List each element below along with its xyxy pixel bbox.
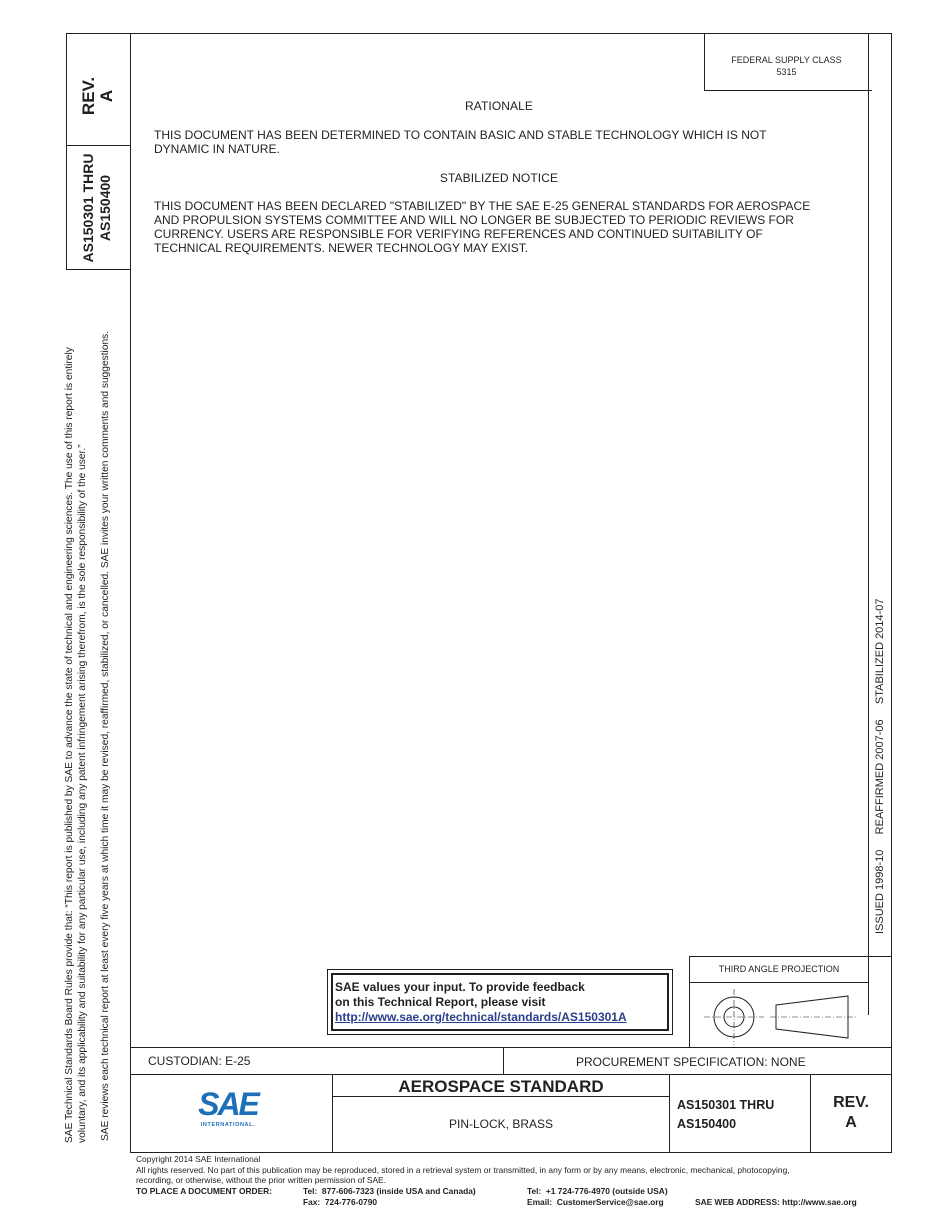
custodian: CUSTODIAN: E-25 — [148, 1054, 251, 1068]
history-stamp — [872, 598, 888, 934]
footer-email: Email: CustomerService@sae.org — [527, 1197, 664, 1207]
frame-top-left — [66, 33, 132, 34]
title-block-row-divider — [130, 1074, 892, 1075]
feedback-line-1: SAE values your input. To provide feedback — [335, 980, 585, 994]
footer-order-label: TO PLACE A DOCUMENT ORDER: — [136, 1186, 273, 1196]
history-text: ISSUED 1998-10 REAFFIRMED 2007-06 STABILIZED 2014-07 — [874, 598, 886, 934]
frame-left-box-bottom — [66, 269, 131, 270]
footer — [136, 1154, 936, 1186]
rationale-line-1: THIS DOCUMENT HAS BEEN DETERMINED TO CONTAIN BASIC AND STABLE TECHNOLOGY WHICH IS NOT — [154, 128, 767, 142]
procurement-spec: PROCUREMENT SPECIFICATION: NONE — [576, 1055, 806, 1069]
third-angle-projection-icon — [690, 984, 868, 1048]
feedback-line-2: on this Technical Report, please visit — [335, 995, 546, 1009]
margin-rev-label: REV. — [79, 76, 98, 116]
federal-supply-value: 5315 — [776, 67, 797, 77]
stabilized-heading: STABILIZED NOTICE — [439, 171, 559, 185]
title-block-bottom — [130, 1152, 892, 1153]
margin-rev-value: A — [97, 89, 116, 103]
frame-top — [130, 33, 892, 34]
stabilized-line-3: CURRENCY. USERS ARE RESPONSIBLE FOR VERIFYING REFERENCES AND CONTINUED SUITABILITY OF — [154, 227, 763, 241]
title-block-top — [130, 1047, 892, 1048]
stabilized-line-1: THIS DOCUMENT HAS BEEN DECLARED "STABILIZED" BY THE SAE E-25 GENERAL STANDARDS FOR AEROSPACE — [154, 199, 811, 213]
rationale-line-2: DYNAMIC IN NATURE. — [154, 142, 280, 156]
titleblock-rev-value: A — [845, 1114, 857, 1131]
feedback-link[interactable]: http://www.sae.org/technical/standards/AS150301A — [335, 1010, 627, 1024]
margin-doc-number — [80, 148, 116, 268]
footer-fax: Fax: 724-776-0790 — [303, 1197, 378, 1207]
custodian-divider — [503, 1047, 504, 1075]
sae-logo-sub: INTERNATIONAL. — [200, 1122, 256, 1128]
titleblock-doc-number — [677, 1096, 774, 1134]
titleblock-doc-line2: AS150400 — [677, 1117, 737, 1131]
stabilized-line-4: TECHNICAL REQUIREMENTS. NEWER TECHNOLOGY MAY EXIST. — [154, 241, 529, 255]
margin-doc-line1: AS150301 THRU — [80, 153, 96, 263]
margin-review-line: SAE reviews each technical report at least every five years at which time it may be revised, reaffirmed, stabilized, or cancelled. SAE invites your written comments and suggestions. — [100, 330, 111, 1141]
footer-rights-1: All rights reserved. No part of this publication may be reproduced, stored in a retrieval system or transmitted, in any form or by any means, electronic, mechanical, photocopying, — [136, 1164, 790, 1175]
feedback-box — [327, 969, 673, 1035]
fsc-box-bottom — [704, 90, 872, 91]
titleblock-rev — [811, 1093, 891, 1133]
frame-right-outer — [891, 33, 892, 1153]
document-subtitle: PIN-LOCK, BRASS — [448, 1117, 554, 1131]
federal-supply-box — [705, 54, 868, 78]
rationale-heading: RATIONALE — [464, 99, 534, 113]
footer-copyright: Copyright 2014 SAE International — [136, 1154, 261, 1164]
frame-left-outer — [66, 33, 67, 270]
federal-supply-label: FEDERAL SUPPLY CLASS — [731, 55, 842, 65]
rationale-body — [154, 128, 854, 156]
document-title: AEROSPACE STANDARD — [398, 1077, 604, 1096]
frame-inner-left — [130, 33, 131, 1153]
frame-right-inner — [868, 33, 869, 1015]
footer-tel-usa: Tel: 877-606-7323 (inside USA and Canada) — [303, 1186, 476, 1196]
sae-logo-mark: SAE — [198, 1086, 258, 1122]
margin-rules-line2: voluntary, and its applicability and suitability for any particular use, including any patent infringement arising therefrom, is the sole responsibility of the user.” — [77, 444, 88, 1143]
projection-label: THIRD ANGLE PROJECTION — [718, 964, 840, 974]
projection-label-divider — [689, 982, 869, 983]
projection-box-top — [689, 956, 892, 957]
margin-doc-line2: AS150400 — [97, 174, 113, 242]
footer-rights-2: recording, or otherwise, without the prior written permission of SAE. — [136, 1175, 386, 1185]
titleblock-doc-line1: AS150301 THRU — [677, 1098, 775, 1112]
sae-logo — [190, 1088, 266, 1128]
stabilized-line-2: AND PROPULSION SYSTEMS COMMITTEE AND WILL NO LONGER BE SUBJECTED TO PERIODIC REVIEWS FOR — [154, 213, 794, 227]
titleblock-rev-label: REV. — [833, 1094, 869, 1111]
stabilized-body — [154, 199, 864, 255]
margin-review-text — [99, 281, 113, 1141]
margin-rules-text — [63, 283, 93, 1143]
margin-rules-line1: SAE Technical Standards Board Rules provide that: “This report is published by SAE to advance the state of technical and engineering sciences. The use of this report is entirely — [64, 347, 75, 1143]
footer-tel-outside: Tel: +1 724-776-4970 (outside USA) — [527, 1186, 668, 1196]
margin-rev — [80, 46, 116, 146]
footer-web: SAE WEB ADDRESS: http://www.sae.org — [695, 1197, 857, 1207]
